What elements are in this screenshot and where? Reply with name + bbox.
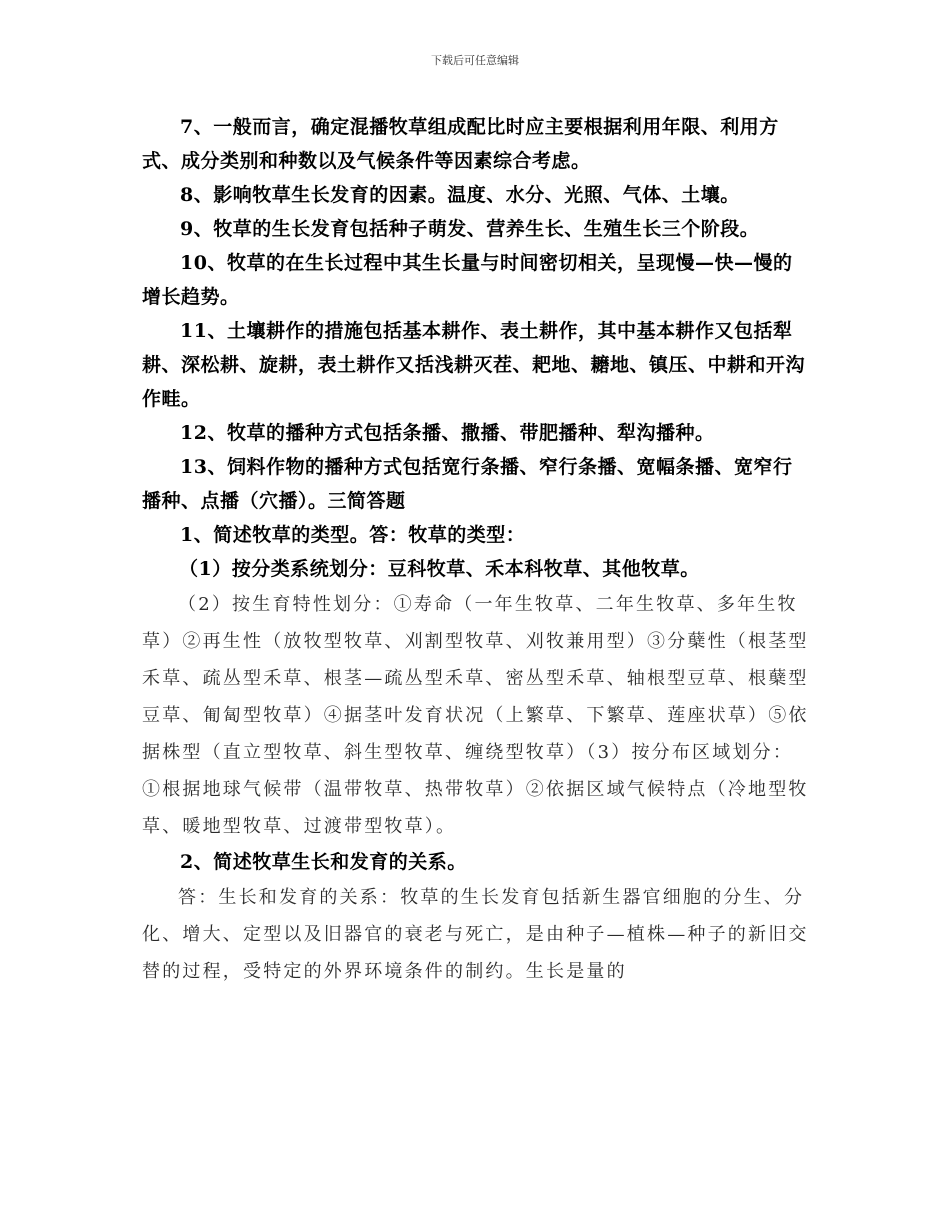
classification-by-taxonomy: （1）按分类系统划分：豆科牧草、禾本科牧草、其他牧草。: [179, 558, 700, 580]
question-1-heading: 1、简述牧草的类型。答：牧草的类型：: [180, 524, 526, 546]
paragraph-8: 8、影响牧草生长发育的因素。温度、水分、光照、气体、土壤。: [180, 184, 740, 206]
paragraph-11: 11、土壤耕作的措施包括基本耕作、表土耕作，其中基本耕作又包括犁耕、深松耕、旋耕，表土耕作又括浅耕灭茬、耙地、耱地、镇压、中耕和开沟作畦。: [142, 320, 806, 410]
classification-by-growth-traits: （2）按生育特性划分：①寿命（一年生牧草、二年生牧草、多年生牧草）②再生性（放牧型牧草、刈割型牧草、刈牧兼用型）③分蘖性（根茎型禾草、疏丛型禾草、根茎—疏丛型禾草、密丛型禾草、轴根型豆草、根蘖型豆草、匍匐型牧草）④据茎叶发育状况（上繁草、下繁草、莲座状草）⑤依据株型（直立型牧草、斜生型牧草、缠绕型牧草）（3）按分布区域划分：①根据地球气候带（温带牧草、热带牧草）②依据区域气候特点（冷地型牧草、暖地型牧草、过渡带型牧草）。: [142, 594, 809, 837]
paragraph-12: 12、牧草的播种方式包括条播、撒播、带肥播种、犁沟播种。: [180, 422, 715, 444]
page-header: 下载后可任意编辑: [431, 54, 519, 67]
paragraph-7: 7、一般而言，确定混播牧草组成配比时应主要根据利用年限、利用方式、成分类别和种数以及气候条件等因素综合考虑。: [142, 116, 779, 172]
question-2-answer: 答：生长和发育的关系：牧草的生长发育包括新生器官细胞的分生、分化、增大、定型以及旧器官的衰老与死亡，是由种子—植株—种子的新旧交替的过程，受特定的外界环境条件的制约。生长是量的: [142, 887, 809, 982]
question-2-heading: 2、简述牧草生长和发育的关系。: [180, 851, 467, 873]
document-body: [142, 110, 810, 990]
paragraph-9: 9、牧草的生长发育包括种子萌发、营养生长、生殖生长三个阶段。: [180, 218, 760, 240]
paragraph-10: 10、牧草的在生长过程中其生长量与时间密切相关，呈现慢—快—慢的增长趋势。: [142, 252, 793, 308]
paragraph-13: 13、饲料作物的播种方式包括宽行条播、窄行条播、宽幅条播、宽窄行播种、点播（穴播）。三简答题: [142, 456, 793, 512]
